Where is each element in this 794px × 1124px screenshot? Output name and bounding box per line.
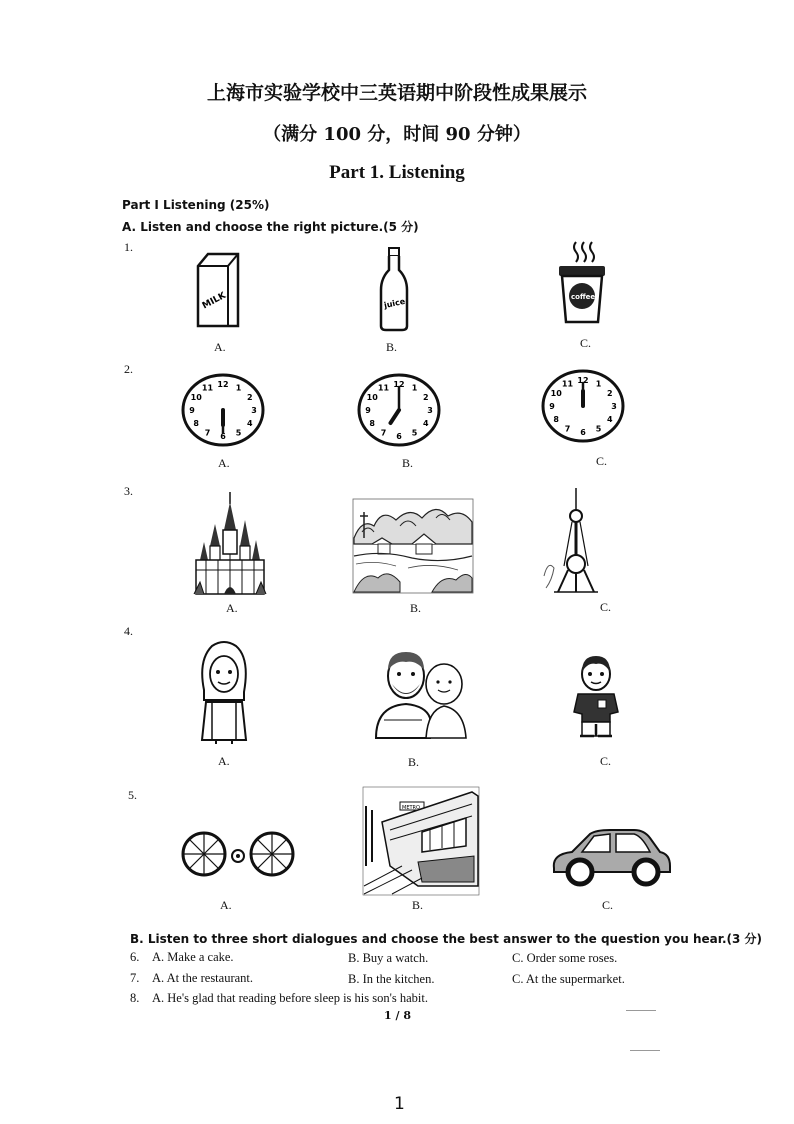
clock-numeral: 3	[251, 406, 257, 415]
answer-option-a: A. At the restaurant.	[152, 971, 254, 985]
metro-train-icon	[362, 786, 480, 896]
answer-option-b: B. In the kitchen.	[348, 972, 435, 986]
option-label: A.	[220, 898, 232, 912]
section-b-instruction: B. Listen to three short dialogues and choose the best answer to the question you hear.(3 分)	[130, 932, 763, 946]
exam-title: 上海市实验学校中三英语期中阶段性成果展示	[206, 82, 587, 104]
clock-icon	[180, 372, 266, 448]
tv-tower-icon	[542, 488, 602, 594]
clock-numeral: 6	[220, 432, 226, 441]
clock-numeral: 12	[577, 376, 589, 385]
clock-numeral: 7	[564, 424, 571, 434]
option-label: B.	[412, 898, 424, 912]
girl-icon	[194, 640, 252, 744]
part-label: Part I Listening (25%)	[122, 198, 270, 212]
clock-numeral: 1	[235, 383, 242, 393]
option-label: C.	[580, 336, 592, 350]
clock-numeral: 3	[427, 406, 433, 415]
boy-icon	[568, 652, 624, 744]
question-number: 6.	[130, 950, 140, 964]
part-title: Part 1. Listening	[329, 162, 465, 183]
clock-numeral: 4	[423, 419, 429, 428]
clock-numeral: 5	[595, 424, 602, 434]
clock-numeral: 2	[423, 393, 429, 402]
garden-landscape-icon	[352, 498, 474, 594]
option-label: A.	[218, 754, 230, 768]
question-number: 8.	[130, 991, 140, 1005]
milk-text: MILK	[200, 290, 228, 312]
clock-icon	[540, 368, 626, 444]
juice-text: juice	[383, 296, 406, 310]
clock-numeral: 5	[411, 428, 418, 438]
option-label: B.	[408, 755, 420, 769]
clock-numeral: 10	[366, 393, 378, 402]
exam-subtitle: （满分 100 分，时间 90 分钟）	[263, 124, 531, 145]
clock-numeral: 4	[247, 419, 253, 428]
section-a-instruction: A. Listen and choose the right picture.(5 分)	[122, 220, 419, 234]
option-label: A.	[218, 456, 230, 470]
answer-option-a: A. He's glad that reading before sleep is his son's habit.	[152, 991, 428, 1005]
coffee-cup-icon	[556, 240, 608, 326]
clock-numeral: 8	[553, 415, 559, 424]
option-label: B.	[402, 456, 414, 470]
question-number: 5.	[128, 788, 137, 802]
question-number: 3.	[124, 484, 133, 498]
milk-carton-icon	[192, 252, 244, 330]
answer-line	[626, 1010, 656, 1011]
clock-numeral: 12	[217, 380, 229, 389]
clock-numeral: 10	[190, 393, 202, 402]
clock-numeral: 11	[561, 379, 574, 389]
answer-option-c: C. Order some roses.	[512, 951, 618, 965]
answer-option-b: B. Buy a watch.	[348, 951, 429, 965]
clock-numeral: 11	[201, 383, 214, 393]
option-label: A.	[226, 601, 238, 615]
clock-numeral: 7	[380, 428, 387, 438]
option-label: C.	[600, 754, 612, 768]
question-number: 4.	[124, 624, 133, 638]
clock-numeral: 3	[611, 402, 617, 411]
answer-option-c: C. At the supermarket.	[512, 972, 625, 986]
castle-icon	[190, 490, 270, 598]
page-indicator: 1 / 8	[384, 1009, 411, 1022]
answer-option-a: A. Make a cake.	[152, 950, 234, 964]
clock-numeral: 9	[365, 406, 371, 415]
clock-icon	[356, 372, 442, 448]
footer-page-number: 1	[394, 1094, 405, 1114]
option-label: B.	[386, 340, 398, 354]
question-number: 7.	[130, 971, 140, 985]
clock-numeral: 7	[204, 428, 211, 438]
option-label: C.	[602, 898, 614, 912]
answer-line	[630, 1050, 660, 1051]
option-label: B.	[410, 601, 422, 615]
clock-numeral: 10	[550, 389, 562, 398]
clock-numeral: 11	[377, 383, 390, 393]
clock-numeral: 2	[607, 389, 613, 398]
clock-numeral: 8	[369, 419, 375, 428]
car-icon	[550, 826, 672, 888]
clock-numeral: 6	[580, 428, 586, 437]
clock-numeral: 8	[193, 419, 199, 428]
bicycle-icon	[180, 830, 296, 878]
clock-numeral: 12	[393, 380, 405, 389]
option-label: C.	[596, 454, 608, 468]
option-label: A.	[214, 340, 226, 354]
metro-sign: METRO	[402, 805, 420, 811]
clock-numeral: 9	[549, 402, 555, 411]
question-number: 2.	[124, 362, 133, 376]
clock-numeral: 9	[189, 406, 195, 415]
clock-numeral: 5	[235, 428, 242, 438]
father-and-child-icon	[374, 648, 474, 740]
coffee-text: coffee	[571, 293, 596, 301]
option-label: C.	[600, 600, 612, 614]
question-number: 1.	[124, 240, 133, 254]
juice-bottle-icon	[378, 246, 410, 332]
clock-numeral: 1	[595, 379, 602, 389]
clock-numeral: 1	[411, 383, 418, 393]
clock-numeral: 6	[396, 432, 402, 441]
clock-numeral: 4	[607, 415, 613, 424]
clock-numeral: 2	[247, 393, 253, 402]
